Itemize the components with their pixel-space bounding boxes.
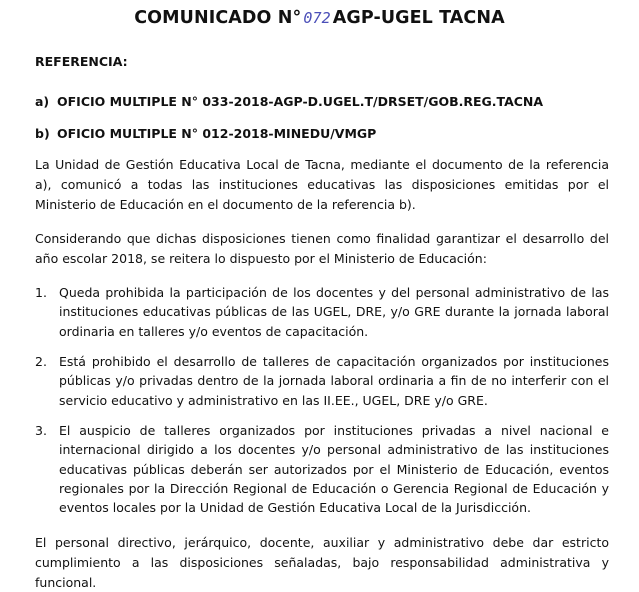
list-number: 3. xyxy=(35,423,47,438)
reference-heading: REFERENCIA: xyxy=(35,54,128,69)
paragraph-closing: El personal directivo, jerárquico, docente, auxiliar y administrativo debe dar estricto cumplimiento a las disposiciones señaladas, bajo responsabilidad administrativa y funcional. xyxy=(35,535,609,590)
reference-text: OFICIO MULTIPLE N° 012-2018-MINEDU/VMGP xyxy=(57,126,377,141)
paragraph-intro: La Unidad de Gestión Educativa Local de Tacna, mediante el documento de la referencia a), comunicó a todas las instituciones educativas las disposiciones emitidas por el Ministerio de Educación en el documento de la referencia b). xyxy=(35,157,609,212)
list-text: El auspicio de talleres organizados por instituciones privadas a nivel nacional e internacional dirigido a los docentes y/o personal administrativo de las instituciones educativas públicas deberán ser autorizados por el Ministerio de Educación, eventos regionales por la Dirección Regional de Educación o Gerencia Regional de Educación y eventos locales por la Unidad de Gestión Educativa Local de la Jurisdicción. xyxy=(59,423,609,516)
reference-item-a xyxy=(35,94,543,109)
list-text: Queda prohibida la participación de los docentes y del personal administrativo de las instituciones educativas públicas de las UGEL, DRE, y/o GRE durante la jornada laboral ordinaria en talleres y/o eventos de capacitación. xyxy=(59,285,609,339)
list-item xyxy=(35,352,609,410)
paragraph-considering: Considerando que dichas disposiciones tienen como finalidad garantizar el desarrollo del año escolar 2018, se reitera lo dispuesto por el Ministerio de Educación: xyxy=(35,231,609,266)
title-suffix: AGP-UGEL TACNA xyxy=(332,8,505,28)
reference-letter: b) xyxy=(35,126,50,141)
page-title xyxy=(0,8,639,28)
list-number: 1. xyxy=(35,285,47,300)
list-item xyxy=(35,421,609,517)
list-item xyxy=(35,283,609,341)
reference-text: OFICIO MULTIPLE N° 033-2018-AGP-D.UGEL.T/DRSET/GOB.REG.TACNA xyxy=(57,94,544,109)
list-text: Está prohibido el desarrollo de talleres de capacitación organizados por instituciones públicas y/o privadas dentro de la jornada laboral ordinaria a fin de no interferir con el servicio educativo y administrativo en las II.EE., UGEL, DRE y/o GRE. xyxy=(59,354,609,408)
reference-letter: a) xyxy=(35,94,50,109)
reference-item-b xyxy=(35,126,376,141)
handwritten-number: 072 xyxy=(303,9,331,27)
list-number: 2. xyxy=(35,354,47,369)
title-prefix: COMUNICADO N° xyxy=(134,8,302,28)
